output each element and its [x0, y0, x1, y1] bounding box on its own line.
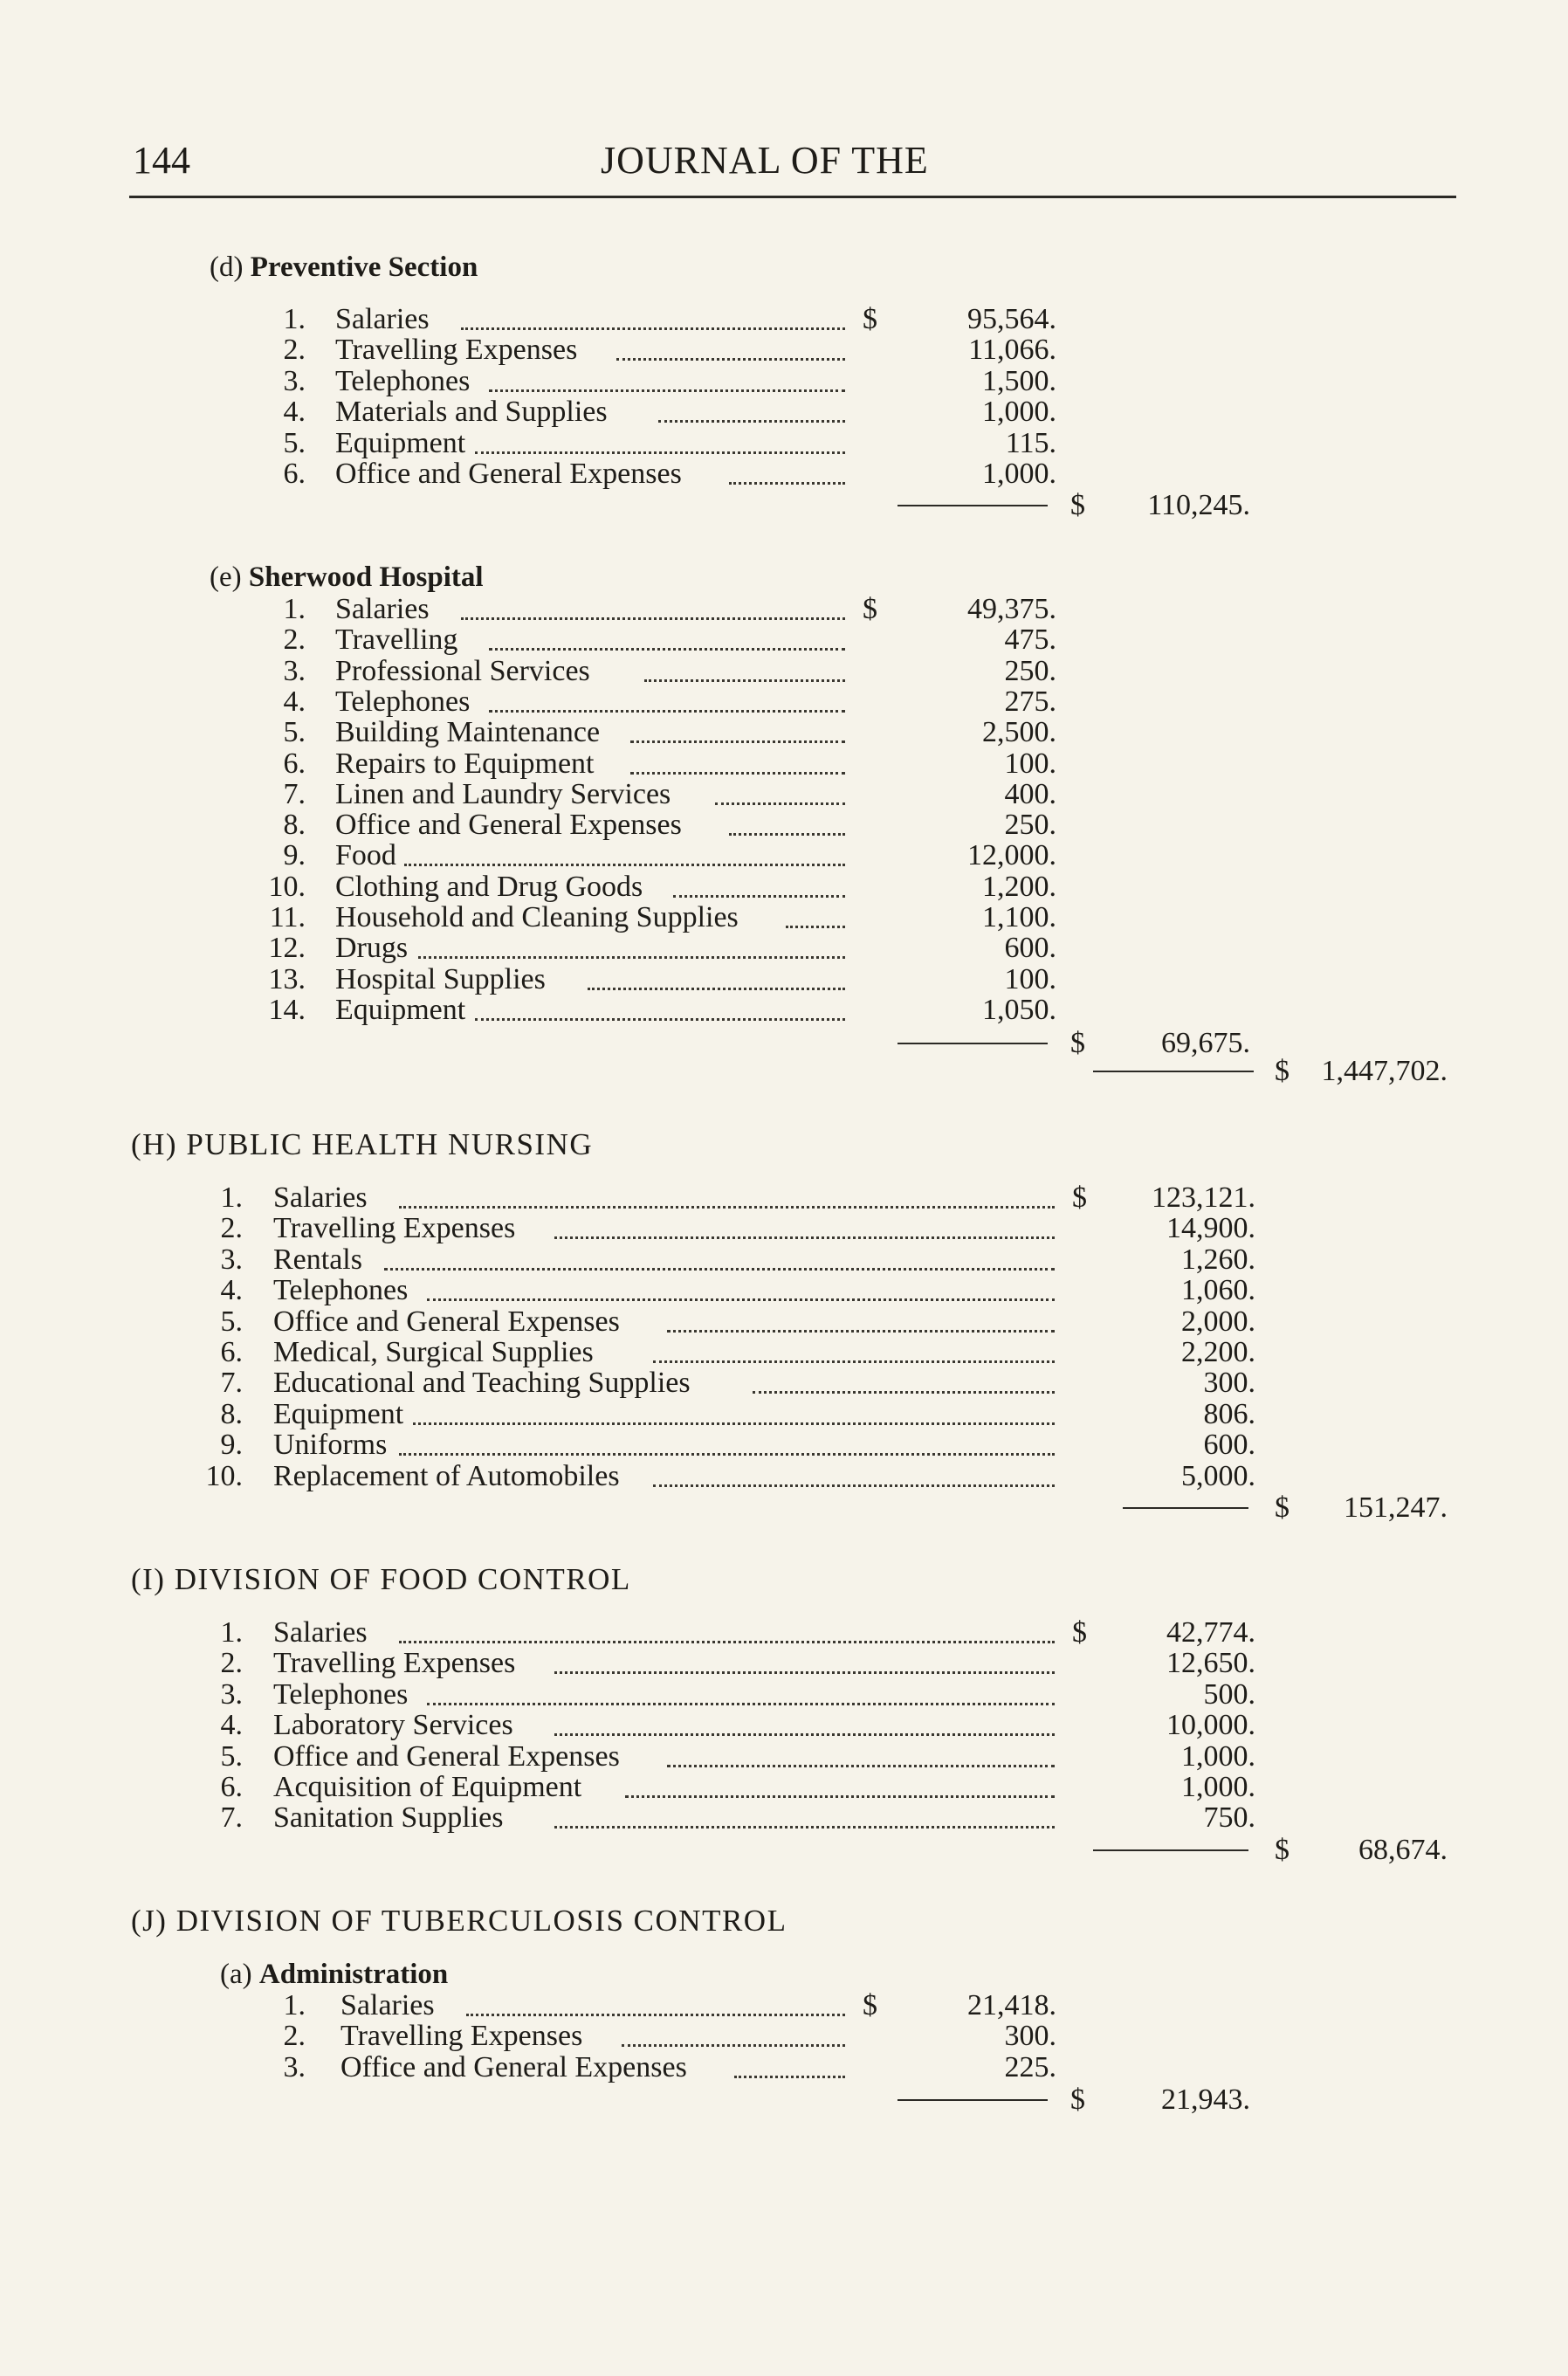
- item-amount: 1,000.: [1181, 1740, 1255, 1773]
- line-item: [0, 1679, 1568, 1711]
- item-number: 7.: [220, 1801, 243, 1834]
- leader-dots: [427, 1298, 1055, 1301]
- leader-dots: [786, 926, 845, 928]
- item-number: 2.: [220, 1212, 243, 1244]
- line-item: [0, 1648, 1568, 1679]
- item-number: 8.: [283, 809, 306, 841]
- item-number: 3.: [283, 365, 306, 397]
- item-amount: 49,375.: [967, 593, 1056, 625]
- line-item: [0, 933, 1568, 964]
- section-title: DIVISION OF FOOD CONTROL: [174, 1562, 631, 1596]
- item-number: 7.: [283, 778, 306, 810]
- subtotal-dollar: $: [1275, 1491, 1289, 1524]
- leader-dots: [554, 1826, 1055, 1828]
- leader-dots: [729, 833, 845, 836]
- grand-total-amount: 1,447,702.: [1321, 1055, 1448, 1087]
- item-number: 4.: [283, 396, 306, 428]
- line-item: [0, 594, 1568, 625]
- leader-dots: [404, 864, 845, 866]
- item-label: Telephones: [273, 1274, 409, 1306]
- line-item: [0, 624, 1568, 656]
- section-label: (I): [131, 1562, 175, 1596]
- subsection-heading: [210, 251, 478, 284]
- section-title: DIVISION OF TUBERCULOSIS CONTROL: [175, 1904, 787, 1938]
- leader-dots: [461, 327, 845, 330]
- line-item: [0, 1741, 1568, 1773]
- item-label: Repairs to Equipment: [335, 747, 595, 780]
- item-amount: 14,900.: [1166, 1212, 1255, 1244]
- subtotal-rule: [897, 2099, 1048, 2101]
- item-label: Office and General Expenses: [335, 809, 682, 841]
- item-number: 1.: [283, 1989, 306, 2021]
- item-label: Office and General Expenses: [273, 1305, 620, 1338]
- item-number: 3.: [283, 2051, 306, 2083]
- item-number: 10.: [205, 1460, 243, 1492]
- subtotal-amount: 69,675.: [1161, 1027, 1250, 1059]
- line-item: [0, 334, 1568, 366]
- item-label: Food: [335, 839, 396, 871]
- subtotal-rule: [897, 1043, 1048, 1044]
- item-amount: 250.: [1004, 809, 1056, 841]
- item-label: Salaries: [340, 1989, 435, 2021]
- leader-dots: [554, 1671, 1055, 1674]
- item-number: 13.: [268, 963, 306, 995]
- line-item: [0, 1461, 1568, 1492]
- header-rule: [129, 196, 1456, 198]
- item-label: Office and General Expenses: [340, 2051, 687, 2083]
- running-title: JOURNAL OF THE: [601, 139, 929, 182]
- item-label: Rentals: [273, 1243, 362, 1276]
- leader-dots: [399, 1641, 1055, 1643]
- section-heading: [131, 1904, 787, 1939]
- item-number: 9.: [283, 839, 306, 871]
- subtotal-dollar: $: [1070, 1027, 1085, 1059]
- subsection-label: (d): [210, 251, 251, 283]
- item-label: Office and General Expenses: [335, 458, 682, 490]
- leader-dots: [630, 740, 845, 743]
- leader-dots: [399, 1206, 1055, 1209]
- item-amount: 1,000.: [982, 396, 1056, 428]
- item-number: 6.: [220, 1771, 243, 1803]
- item-amount: 500.: [1203, 1678, 1255, 1711]
- item-amount: 400.: [1004, 778, 1056, 810]
- item-number: 9.: [220, 1429, 243, 1461]
- line-item: [0, 1337, 1568, 1368]
- line-item: [0, 964, 1568, 995]
- item-amount: 12,650.: [1166, 1647, 1255, 1679]
- leader-dots: [475, 451, 845, 454]
- line-item: [0, 686, 1568, 718]
- grand-total-dollar: $: [1275, 1055, 1289, 1087]
- item-number: 3.: [220, 1678, 243, 1711]
- item-label: Linen and Laundry Services: [335, 778, 671, 810]
- grand-total-rule: [1093, 1071, 1254, 1072]
- leader-dots: [489, 389, 845, 392]
- item-number: 5.: [283, 716, 306, 748]
- line-item: [0, 1213, 1568, 1244]
- item-amount: 95,564.: [967, 303, 1056, 335]
- line-item: [0, 1275, 1568, 1306]
- leader-dots: [489, 648, 845, 651]
- item-label: Clothing and Drug Goods: [335, 871, 643, 903]
- item-label: Travelling Expenses: [340, 2020, 583, 2052]
- item-amount: 1,100.: [982, 901, 1056, 933]
- item-label: Telephones: [335, 685, 471, 718]
- item-number: 1.: [220, 1181, 243, 1214]
- item-number: 14.: [268, 994, 306, 1026]
- item-amount: 12,000.: [967, 839, 1056, 871]
- item-label: Salaries: [335, 593, 430, 625]
- subtotal-rule: [1093, 1849, 1248, 1851]
- item-label: Salaries: [273, 1616, 368, 1649]
- item-label: Hospital Supplies: [335, 963, 546, 995]
- item-amount: 600.: [1004, 932, 1056, 964]
- line-item: [0, 2021, 1568, 2052]
- item-number: 10.: [268, 871, 306, 903]
- dollar-sign: $: [1072, 1616, 1087, 1649]
- subtotal-rule: [897, 505, 1048, 506]
- line-item: [0, 1429, 1568, 1461]
- item-label: Equipment: [273, 1398, 404, 1430]
- subtotal-amount: 110,245.: [1147, 489, 1250, 521]
- line-item: [0, 748, 1568, 780]
- leader-dots: [667, 1330, 1055, 1333]
- item-label: Salaries: [273, 1181, 368, 1214]
- item-number: 7.: [220, 1367, 243, 1399]
- item-number: 1.: [283, 303, 306, 335]
- item-amount: 225.: [1004, 2051, 1056, 2083]
- item-amount: 42,774.: [1166, 1616, 1255, 1649]
- section-label: (J): [131, 1904, 176, 1938]
- item-label: Drugs: [335, 932, 409, 964]
- line-item: [0, 1182, 1568, 1214]
- item-amount: 2,500.: [982, 716, 1056, 748]
- line-item: [0, 656, 1568, 687]
- item-amount: 275.: [1004, 685, 1056, 718]
- item-amount: 806.: [1203, 1398, 1255, 1430]
- item-amount: 1,260.: [1181, 1243, 1255, 1276]
- subtotal-amount: 68,674.: [1358, 1834, 1448, 1866]
- line-item: [0, 1802, 1568, 1834]
- leader-dots: [461, 617, 845, 620]
- item-number: 5.: [283, 427, 306, 459]
- leader-dots: [630, 772, 845, 775]
- item-label: Acquisition of Equipment: [273, 1771, 582, 1803]
- subsection-heading: [220, 1959, 448, 1991]
- subsection-title: Sherwood Hospital: [248, 561, 484, 593]
- item-label: Professional Services: [335, 655, 590, 687]
- item-number: 6.: [283, 747, 306, 780]
- item-amount: 300.: [1004, 2020, 1056, 2052]
- item-label: Medical, Surgical Supplies: [273, 1336, 594, 1368]
- line-item: [0, 1399, 1568, 1430]
- line-item: [0, 717, 1568, 748]
- leader-dots: [653, 1360, 1055, 1363]
- item-label: Travelling Expenses: [273, 1212, 516, 1244]
- item-number: 2.: [283, 623, 306, 656]
- item-label: Sanitation Supplies: [273, 1801, 504, 1834]
- item-number: 2.: [220, 1647, 243, 1679]
- item-label: Office and General Expenses: [273, 1740, 620, 1773]
- leader-dots: [753, 1391, 1055, 1394]
- line-item: [0, 458, 1568, 490]
- item-number: 4.: [220, 1274, 243, 1306]
- item-number: 6.: [283, 458, 306, 490]
- leader-dots: [729, 482, 845, 485]
- item-amount: 2,000.: [1181, 1305, 1255, 1338]
- item-number: 8.: [220, 1398, 243, 1430]
- dollar-sign: $: [863, 303, 877, 335]
- item-number: 4.: [283, 685, 306, 718]
- item-number: 1.: [220, 1616, 243, 1649]
- item-amount: 300.: [1203, 1367, 1255, 1399]
- item-number: 11.: [269, 901, 306, 933]
- item-number: 1.: [283, 593, 306, 625]
- item-label: Salaries: [335, 303, 430, 335]
- item-amount: 123,121.: [1152, 1181, 1255, 1214]
- item-amount: 1,060.: [1181, 1274, 1255, 1306]
- item-amount: 11,066.: [968, 334, 1056, 366]
- line-item: [0, 995, 1568, 1026]
- section-label: (H): [131, 1127, 187, 1161]
- line-item: [0, 1617, 1568, 1649]
- item-label: Uniforms: [273, 1429, 388, 1461]
- line-item: [0, 1306, 1568, 1338]
- item-label: Travelling Expenses: [273, 1647, 516, 1679]
- subsection-label: (e): [210, 561, 249, 593]
- leader-dots: [475, 1018, 845, 1021]
- subtotal-dollar: $: [1070, 2083, 1085, 2116]
- line-item: [0, 366, 1568, 397]
- item-amount: 10,000.: [1166, 1709, 1255, 1741]
- line-item: [0, 2052, 1568, 2083]
- line-item: [0, 1367, 1568, 1399]
- line-item: [0, 1710, 1568, 1741]
- leader-dots: [622, 2044, 845, 2047]
- leader-dots: [489, 710, 845, 713]
- item-number: 12.: [268, 932, 306, 964]
- line-item: [0, 1772, 1568, 1803]
- line-item: [0, 304, 1568, 335]
- item-amount: 475.: [1004, 623, 1056, 656]
- item-amount: 2,200.: [1181, 1336, 1255, 1368]
- item-amount: 100.: [1004, 963, 1056, 995]
- line-item: [0, 1244, 1568, 1276]
- page-number: 144: [133, 139, 190, 182]
- leader-dots: [413, 1422, 1055, 1425]
- line-item: [0, 1990, 1568, 2021]
- item-number: 6.: [220, 1336, 243, 1368]
- dollar-sign: $: [863, 1989, 877, 2021]
- item-amount: 600.: [1203, 1429, 1255, 1461]
- item-amount: 1,200.: [982, 871, 1056, 903]
- item-label: Telephones: [335, 365, 471, 397]
- line-item: [0, 840, 1568, 871]
- section-title: PUBLIC HEALTH NURSING: [186, 1127, 594, 1161]
- item-number: 5.: [220, 1740, 243, 1773]
- section-heading: [131, 1127, 593, 1162]
- item-number: 4.: [220, 1709, 243, 1741]
- item-label: Travelling Expenses: [335, 334, 578, 366]
- item-amount: 115.: [1005, 427, 1056, 459]
- item-amount: 5,000.: [1181, 1460, 1255, 1492]
- line-item: [0, 902, 1568, 933]
- leader-dots: [653, 1484, 1055, 1487]
- leader-dots: [658, 420, 845, 423]
- leader-dots: [427, 1703, 1055, 1705]
- item-number: 2.: [283, 2020, 306, 2052]
- line-item: [0, 779, 1568, 810]
- subtotal-amount: 151,247.: [1344, 1491, 1448, 1524]
- item-label: Equipment: [335, 994, 466, 1026]
- item-label: Equipment: [335, 427, 466, 459]
- item-amount: 1,000.: [1181, 1771, 1255, 1803]
- item-label: Materials and Supplies: [335, 396, 608, 428]
- subsection-title: Administration: [258, 1959, 449, 1990]
- item-amount: 100.: [1004, 747, 1056, 780]
- item-label: Building Maintenance: [335, 716, 601, 748]
- item-amount: 1,050.: [982, 994, 1056, 1026]
- item-amount: 1,000.: [982, 458, 1056, 490]
- leader-dots: [644, 679, 845, 682]
- item-number: 2.: [283, 334, 306, 366]
- leader-dots: [554, 1236, 1055, 1239]
- line-item: [0, 396, 1568, 428]
- leader-dots: [734, 2076, 845, 2078]
- line-item: [0, 428, 1568, 459]
- leader-dots: [667, 1765, 1055, 1767]
- leader-dots: [625, 1795, 1055, 1798]
- leader-dots: [554, 1733, 1055, 1736]
- item-number: 3.: [220, 1243, 243, 1276]
- item-amount: 21,418.: [967, 1989, 1056, 2021]
- leader-dots: [673, 895, 845, 898]
- subtotal-amount: 21,943.: [1161, 2083, 1250, 2116]
- subtotal-dollar: $: [1070, 489, 1085, 521]
- leader-dots: [466, 2014, 845, 2016]
- item-label: Household and Cleaning Supplies: [335, 901, 739, 933]
- leader-dots: [616, 358, 845, 361]
- item-number: 3.: [283, 655, 306, 687]
- dollar-sign: $: [863, 593, 877, 625]
- item-label: Travelling: [335, 623, 458, 656]
- leader-dots: [588, 988, 845, 990]
- dollar-sign: $: [1072, 1181, 1087, 1214]
- subsection-heading: [210, 561, 484, 594]
- line-item: [0, 809, 1568, 841]
- leader-dots: [384, 1268, 1055, 1271]
- section-heading: [131, 1562, 631, 1597]
- subsection-title: Preventive Section: [250, 251, 478, 283]
- leader-dots: [715, 802, 845, 805]
- line-item: [0, 871, 1568, 903]
- item-number: 5.: [220, 1305, 243, 1338]
- item-label: Replacement of Automobiles: [273, 1460, 620, 1492]
- subsection-label: (a): [220, 1959, 259, 1990]
- item-amount: 750.: [1203, 1801, 1255, 1834]
- item-amount: 250.: [1004, 655, 1056, 687]
- item-amount: 1,500.: [982, 365, 1056, 397]
- item-label: Laboratory Services: [273, 1709, 513, 1741]
- leader-dots: [399, 1453, 1055, 1456]
- leader-dots: [418, 956, 845, 959]
- subtotal-dollar: $: [1275, 1834, 1289, 1866]
- subtotal-rule: [1123, 1507, 1248, 1509]
- item-label: Telephones: [273, 1678, 409, 1711]
- item-label: Educational and Teaching Supplies: [273, 1367, 691, 1399]
